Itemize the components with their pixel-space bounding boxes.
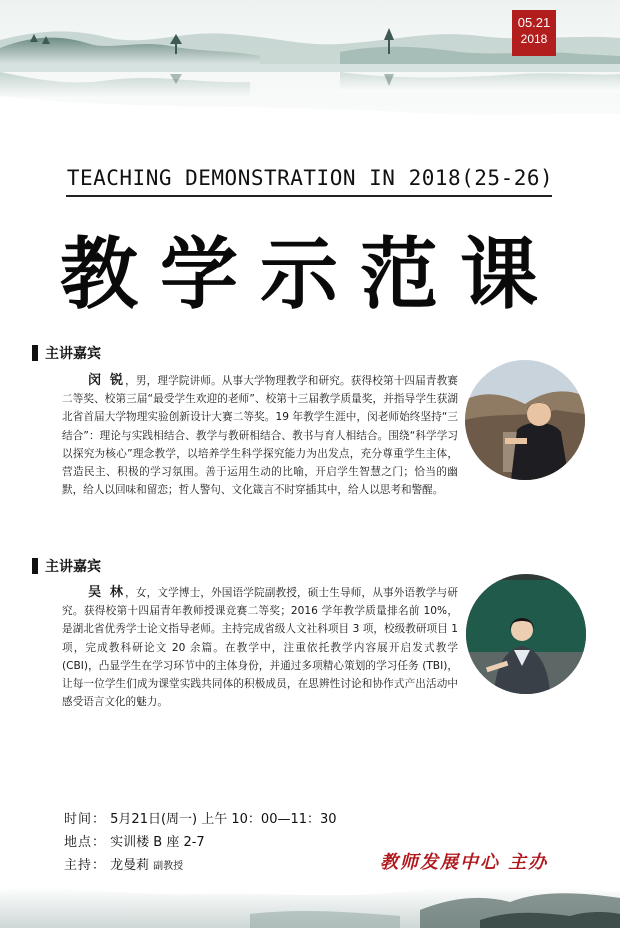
speaker-1-heading bbox=[32, 343, 101, 363]
speaker-1-heading-text: 主讲嘉宾 bbox=[45, 346, 101, 362]
badge-year: 2018 bbox=[520, 32, 548, 46]
host-value: 龙曼莉 bbox=[110, 858, 150, 873]
title-divider bbox=[66, 195, 552, 197]
speaker-2-heading bbox=[32, 556, 101, 576]
time-value: 5月21日(周一) 上午 10：00—11：30 bbox=[110, 812, 337, 827]
speaker-2-photo bbox=[466, 574, 586, 694]
speaker-2-bio bbox=[62, 584, 458, 711]
speaker-1-name: 闵 锐 bbox=[88, 373, 126, 388]
heading-bar-icon bbox=[32, 558, 38, 574]
host-label: 主持： bbox=[64, 858, 107, 873]
time-label: 时间： bbox=[64, 812, 107, 827]
time-row bbox=[64, 808, 337, 831]
badge-date: 05.21 bbox=[517, 15, 551, 30]
place-label: 地点： bbox=[64, 835, 107, 850]
organizer-signature: 教师发展中心 主办 bbox=[380, 852, 549, 873]
speaker-1-photo bbox=[465, 360, 585, 480]
speaker-2-name: 吴 林 bbox=[88, 585, 126, 600]
english-title: TEACHING DEMONSTRATION IN 2018(25-26) bbox=[66, 166, 554, 190]
speaker-2-intro: ，女，文学博士，外国语学院副教授，硕士生导师，从事外语教学与研究。获得校第十四届青年教师授课竞赛二等奖；2016 学年教学质量排名前 10%，是湖北省优秀学士论文指导老师。主持完成省级人文社科项目 3 项，校级教研项目 1 项，完成教科研论文 20 余篇。在教学中，注重依托教学内容展开启发式教学 (CBI)，凸显学生在学习环节中的主体身份，并通过多项精心策划的学习任务 (TBI)，让每一位学生们成为课堂实践共同体的积极成员，在思辨性讨论和协作式产出活动中感受语言文化的魅力。 bbox=[62, 587, 458, 709]
speaker-2-heading-text: 主讲嘉宾 bbox=[45, 559, 101, 575]
heading-bar-icon bbox=[32, 345, 38, 361]
host-title: 副教授 bbox=[153, 861, 184, 872]
chinese-title: 教学示范课 bbox=[59, 229, 560, 320]
place-value: 实训楼 B 座 2-7 bbox=[110, 835, 205, 850]
date-badge bbox=[512, 10, 556, 56]
speaker-1-intro: ，男，理学院讲师。从事大学物理教学和研究。获得校第十四届青教赛二等奖、校第三届“最受学生欢迎的老师”、校第十三届教学质量奖，并指导学生获湖北省首届大学物理实验创新设计大赛二等奖。19 年教学生涯中，闵老师始终坚持“三结合”：理论与实践相结合、教学与教研相结合、教书与育人相结合。围绕“科学学习以探究为核心”理念教学，以培养学生科学探究能力为出发点，充分尊重学生主体，营造民主、积极的学习氛围。善于运用生动的比喻，开启学生智慧之门；恰当的幽默，给人以回味和留恋；哲人警句、文化箴言不时穿插其中，给人以思考和警醒。 bbox=[62, 375, 458, 497]
speaker-1-bio bbox=[62, 372, 458, 499]
